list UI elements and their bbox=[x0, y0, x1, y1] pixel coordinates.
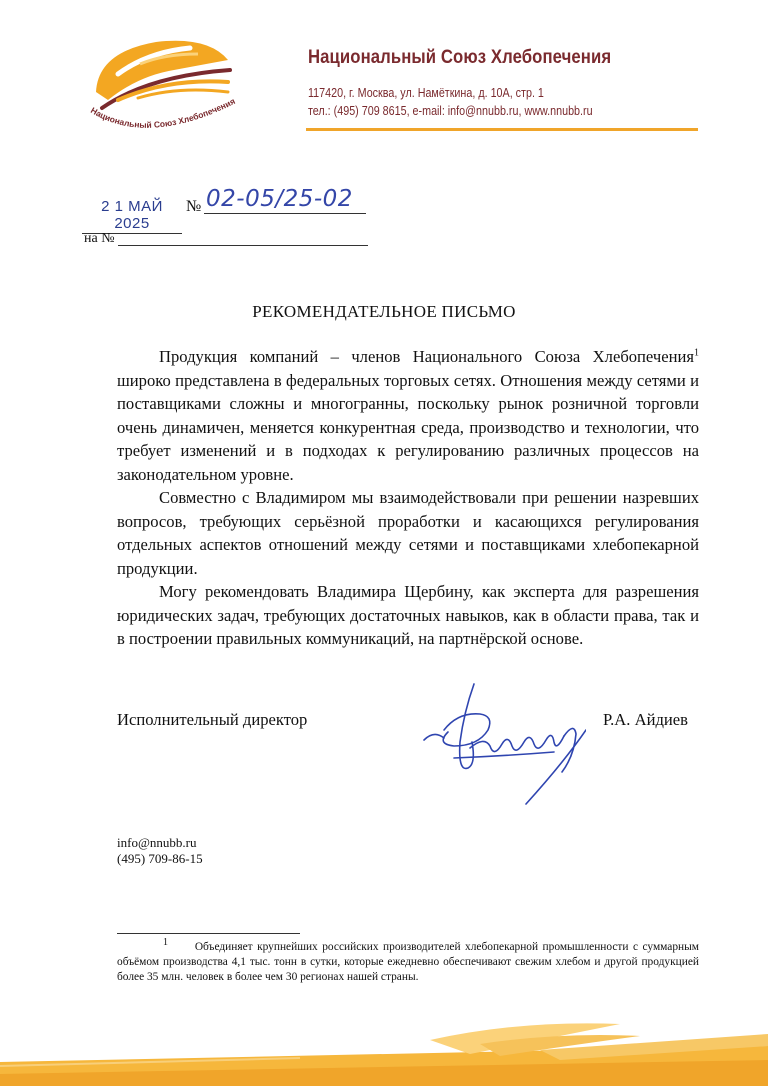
paragraph-1-start: Продукция компаний – членов Национального Союза Хлебопечения bbox=[159, 347, 694, 366]
reference-blank-line bbox=[118, 245, 368, 246]
contact-email: info@nnubb.ru bbox=[117, 835, 197, 850]
organization-contacts: тел.: (495) 709 8615, e-mail: info@nnubb.ru, www.nnubb.ru bbox=[308, 104, 593, 118]
registration-number: 02-05/25-02 bbox=[204, 186, 366, 214]
registration-date: 2 1 МАЙ 2025 bbox=[82, 198, 182, 234]
footnote-divider bbox=[117, 933, 300, 934]
footnote bbox=[117, 937, 699, 985]
footnote-text: Объединяет крупнейших российских производителей хлебопекарной промышленности с суммарным объёмом производства 4,1 тыс. тонн в сутки, которые ежедневно обеспечивают свежим хлебом и другой продукцией более 35 млн. человек в более чем 30 регионах нашей страны. bbox=[117, 941, 699, 983]
signer-name: Р.А. Айдиев bbox=[603, 710, 688, 729]
letter-body bbox=[117, 345, 699, 651]
organization-logo bbox=[78, 30, 254, 138]
number-sign: № bbox=[186, 198, 202, 215]
contact-phone: (495) 709-86-15 bbox=[117, 851, 203, 866]
handwritten-signature bbox=[414, 672, 586, 812]
footnote-reference: 1 bbox=[694, 347, 699, 359]
paragraph-2: Совместно с Владимиром мы взаимодействовали при решении назревших вопросов, требующих серьёзной проработки и касающихся регулирования отдельных аспектов отношений между сетями и поставщиками хлебопекарной продукции. bbox=[117, 488, 699, 578]
organization-address: 117420, г. Москва, ул. Намёткина, д. 10А, стр. 1 bbox=[308, 86, 544, 100]
paragraph-1-rest: широко представлена в федеральных торговых сетях. Отношения между сетями и поставщиками сложны и многогранны, поскольку рынок розничной торговли очень динамичен, меняется конкурентная среда, производство и технологии, что требует изменений и в подходах к регулированию различных процессов на законодательном уровне. bbox=[117, 370, 699, 484]
header-divider bbox=[306, 128, 698, 131]
paragraph-3: Могу рекомендовать Владимира Щербину, как эксперта для разрешения юридических задач, требующих достаточных навыков, как в области права, так и в построении правильных коммуникаций, на партнёрской основе. bbox=[117, 582, 699, 648]
footer-decoration bbox=[0, 1014, 768, 1086]
footnote-marker: 1 bbox=[163, 937, 168, 949]
logo-text: Национальный Союз Хлебопечения bbox=[88, 95, 237, 130]
reference-label: на № bbox=[84, 231, 115, 246]
signer-position: Исполнительный директор bbox=[117, 710, 308, 729]
organization-name: Национальный Союз Хлебопечения bbox=[308, 47, 612, 68]
document-title: РЕКОМЕНДАТЕЛЬНОЕ ПИСЬМО bbox=[252, 302, 516, 321]
paragraph-1 bbox=[117, 345, 699, 486]
